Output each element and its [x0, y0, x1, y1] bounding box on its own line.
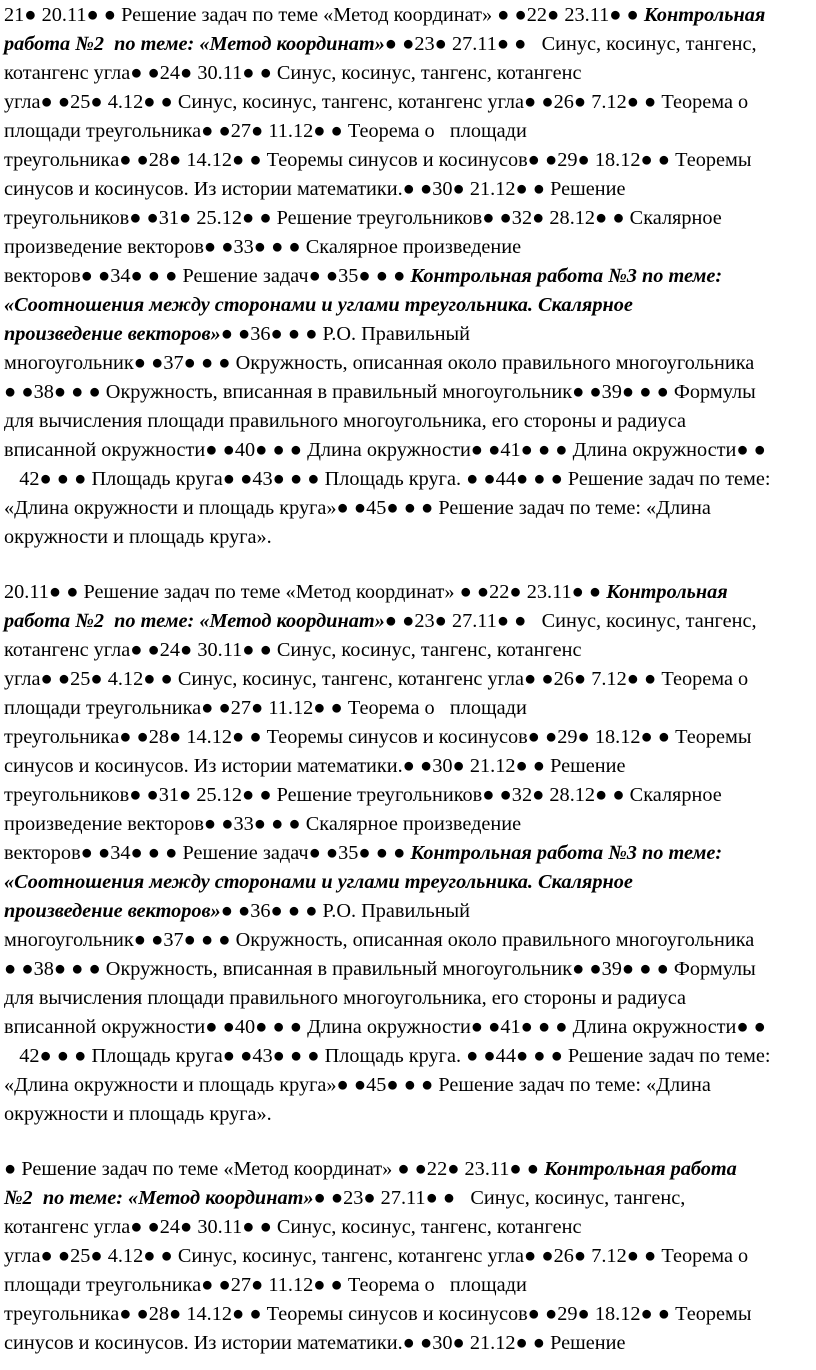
emphasis-text: Контрольная	[643, 4, 766, 26]
text-line	[4, 349, 754, 378]
body-text: вписанной окружности● ●40● ● ● Длина окружности● ●41● ● ● Длина окружности● ●	[4, 439, 766, 461]
body-text: треугольника● ●28● 14.12● ● Теоремы синусов и косинусов● ●29● 18.12● ● Теоремы	[4, 726, 752, 748]
text-line	[4, 465, 771, 494]
body-text: ● ●38● ● ● Окружность, вписанная в правильный многоугольник● ●39● ● ● Формулы	[4, 381, 756, 403]
text-line	[4, 204, 722, 233]
body-text: окружности и площадь круга».	[4, 526, 272, 548]
body-text: вписанной окружности● ●40● ● ● Длина окружности● ●41● ● ● Длина окружности● ●	[4, 1016, 766, 1038]
text-line	[4, 233, 521, 262]
text-line	[4, 117, 527, 146]
text-line	[4, 723, 751, 752]
body-text: 42● ● ● Площадь круга● ●43● ● ● Площадь круга. ● ●44● ● ● Решение задач по теме:	[4, 1045, 771, 1067]
text-line	[4, 1013, 766, 1042]
text-line	[4, 88, 748, 117]
text-line	[4, 665, 748, 694]
body-text: синусов и косинусов. Из истории математики.● ●30● 21.12● ● Решение	[4, 178, 626, 200]
text-line	[4, 320, 470, 349]
emphasis-text: Контрольная работа №3 по теме:	[410, 842, 723, 864]
text-line	[4, 1271, 527, 1300]
text-line	[4, 984, 686, 1013]
text-line	[4, 30, 757, 59]
body-text: произведение векторов● ●33● ● ● Скалярное произведение	[4, 813, 522, 835]
text-line	[4, 59, 581, 88]
body-text: 20.11● ● Решение задач по теме «Метод координат» ● ●22● 23.11● ●	[4, 581, 607, 603]
text-line	[4, 407, 686, 436]
emphasis-text: работа №2 по теме: «Метод координат»	[4, 33, 385, 55]
body-text: «Длина окружности и площадь круга»● ●45● ● ● Решение задач по теме: «Длина	[4, 497, 711, 519]
text-line	[4, 1, 765, 30]
text-line	[4, 1329, 625, 1358]
body-text: треугольника● ●28● 14.12● ● Теоремы синусов и косинусов● ●29● 18.12● ● Теоремы	[4, 1303, 752, 1325]
text-line	[4, 378, 756, 407]
body-text: окружности и площадь круга».	[4, 1103, 272, 1125]
text-line	[4, 781, 722, 810]
emphasis-text: «Соотношения между сторонами и углами треугольника. Скалярное	[4, 871, 633, 893]
body-text: произведение векторов● ●33● ● ● Скалярное произведение	[4, 236, 522, 258]
text-line	[4, 436, 766, 465]
emphasis-text: произведение векторов»	[4, 323, 221, 345]
body-text: площади треугольника● ●27● 11.12● ● Теорема о площади	[4, 1274, 527, 1296]
body-text: многоугольник● ●37● ● ● Окружность, описанная около правильного многоугольника	[4, 352, 755, 374]
text-line	[4, 1042, 771, 1071]
text-line	[4, 1155, 737, 1184]
body-text: 21● 20.11● ● Решение задач по теме «Метод координат» ● ●22● 23.11● ●	[4, 4, 644, 26]
emphasis-text: произведение векторов»	[4, 900, 221, 922]
text-line	[4, 839, 722, 868]
text-line	[4, 897, 470, 926]
body-text: ● ●23● 27.11● ● Синус, косинус, тангенс,	[384, 610, 757, 632]
body-text: котангенс угла● ●24● 30.11● ● Синус, косинус, тангенс, котангенс	[4, 1216, 582, 1238]
body-text: «Длина окружности и площадь круга»● ●45● ● ● Решение задач по теме: «Длина	[4, 1074, 711, 1096]
body-text: ● ●23● 27.11● ● Синус, косинус, тангенс,	[313, 1187, 686, 1209]
body-text: для вычисления площади правильного многоугольника, его стороны и радиуса	[4, 987, 686, 1009]
text-line	[4, 578, 728, 607]
body-text: треугольников● ●31● 25.12● ● Решение треугольников● ●32● 28.12● ● Скалярное	[4, 207, 722, 229]
text-line	[4, 291, 633, 320]
emphasis-text: «Соотношения между сторонами и углами треугольника. Скалярное	[4, 294, 633, 316]
body-text: угла● ●25● 4.12● ● Синус, косинус, тангенс, котангенс угла● ●26● 7.12● ● Теорема о	[4, 1245, 749, 1267]
body-text: синусов и косинусов. Из истории математики.● ●30● 21.12● ● Решение	[4, 755, 626, 777]
emphasis-text: №2 по теме: «Метод координат»	[4, 1187, 314, 1209]
text-line	[4, 1100, 272, 1129]
text-line	[4, 262, 722, 291]
body-text: котангенс угла● ●24● 30.11● ● Синус, косинус, тангенс, котангенс	[4, 62, 582, 84]
text-line	[4, 1184, 685, 1213]
body-text: для вычисления площади правильного многоугольника, его стороны и радиуса	[4, 410, 686, 432]
text-line	[4, 523, 272, 552]
body-text: ● ●36● ● ● Р.О. Правильный	[220, 900, 471, 922]
text-line	[4, 494, 711, 523]
body-text: угла● ●25● 4.12● ● Синус, косинус, тангенс, котангенс угла● ●26● 7.12● ● Теорема о	[4, 91, 749, 113]
emphasis-text: Контрольная	[606, 581, 728, 603]
emphasis-text: Контрольная работа №3 по теме:	[410, 265, 723, 287]
text-line	[4, 1071, 711, 1100]
body-text: площади треугольника● ●27● 11.12● ● Теорема о площади	[4, 697, 527, 719]
body-text: площади треугольника● ●27● 11.12● ● Теорема о площади	[4, 120, 527, 142]
body-text: синусов и косинусов. Из истории математики.● ●30● 21.12● ● Решение	[4, 1332, 626, 1354]
body-text: ● ●36● ● ● Р.О. Правильный	[220, 323, 471, 345]
body-text: векторов● ●34● ● ● Решение задач● ●35● ● ●	[4, 265, 411, 287]
body-text: 42● ● ● Площадь круга● ●43● ● ● Площадь круга. ● ●44● ● ● Решение задач по теме:	[4, 468, 771, 490]
text-line	[4, 636, 581, 665]
text-line	[4, 1242, 748, 1271]
text-line	[4, 752, 625, 781]
text-line	[4, 175, 625, 204]
body-text: ● Решение задач по теме «Метод координат» ● ●22● 23.11● ●	[4, 1158, 545, 1180]
text-line	[4, 607, 757, 636]
text-line	[4, 146, 751, 175]
body-text: ● ●23● 27.11● ● Синус, косинус, тангенс,	[384, 33, 757, 55]
text-line	[4, 955, 756, 984]
body-text: векторов● ●34● ● ● Решение задач● ●35● ● ●	[4, 842, 411, 864]
text-line	[4, 926, 754, 955]
emphasis-text: Контрольная работа	[544, 1158, 737, 1180]
body-text: многоугольник● ●37● ● ● Окружность, описанная около правильного многоугольника	[4, 929, 755, 951]
body-text: треугольников● ●31● 25.12● ● Решение треугольников● ●32● 28.12● ● Скалярное	[4, 784, 722, 806]
text-line	[4, 810, 521, 839]
text-line	[4, 1300, 751, 1329]
emphasis-text: работа №2 по теме: «Метод координат»	[4, 610, 385, 632]
text-line	[4, 1213, 581, 1242]
body-text: угла● ●25● 4.12● ● Синус, косинус, тангенс, котангенс угла● ●26● 7.12● ● Теорема о	[4, 668, 749, 690]
body-text: ● ●38● ● ● Окружность, вписанная в правильный многоугольник● ●39● ● ● Формулы	[4, 958, 756, 980]
text-line	[4, 868, 633, 897]
body-text: котангенс угла● ●24● 30.11● ● Синус, косинус, тангенс, котангенс	[4, 639, 582, 661]
text-line	[4, 694, 527, 723]
body-text: треугольника● ●28● 14.12● ● Теоремы синусов и косинусов● ●29● 18.12● ● Теоремы	[4, 149, 752, 171]
